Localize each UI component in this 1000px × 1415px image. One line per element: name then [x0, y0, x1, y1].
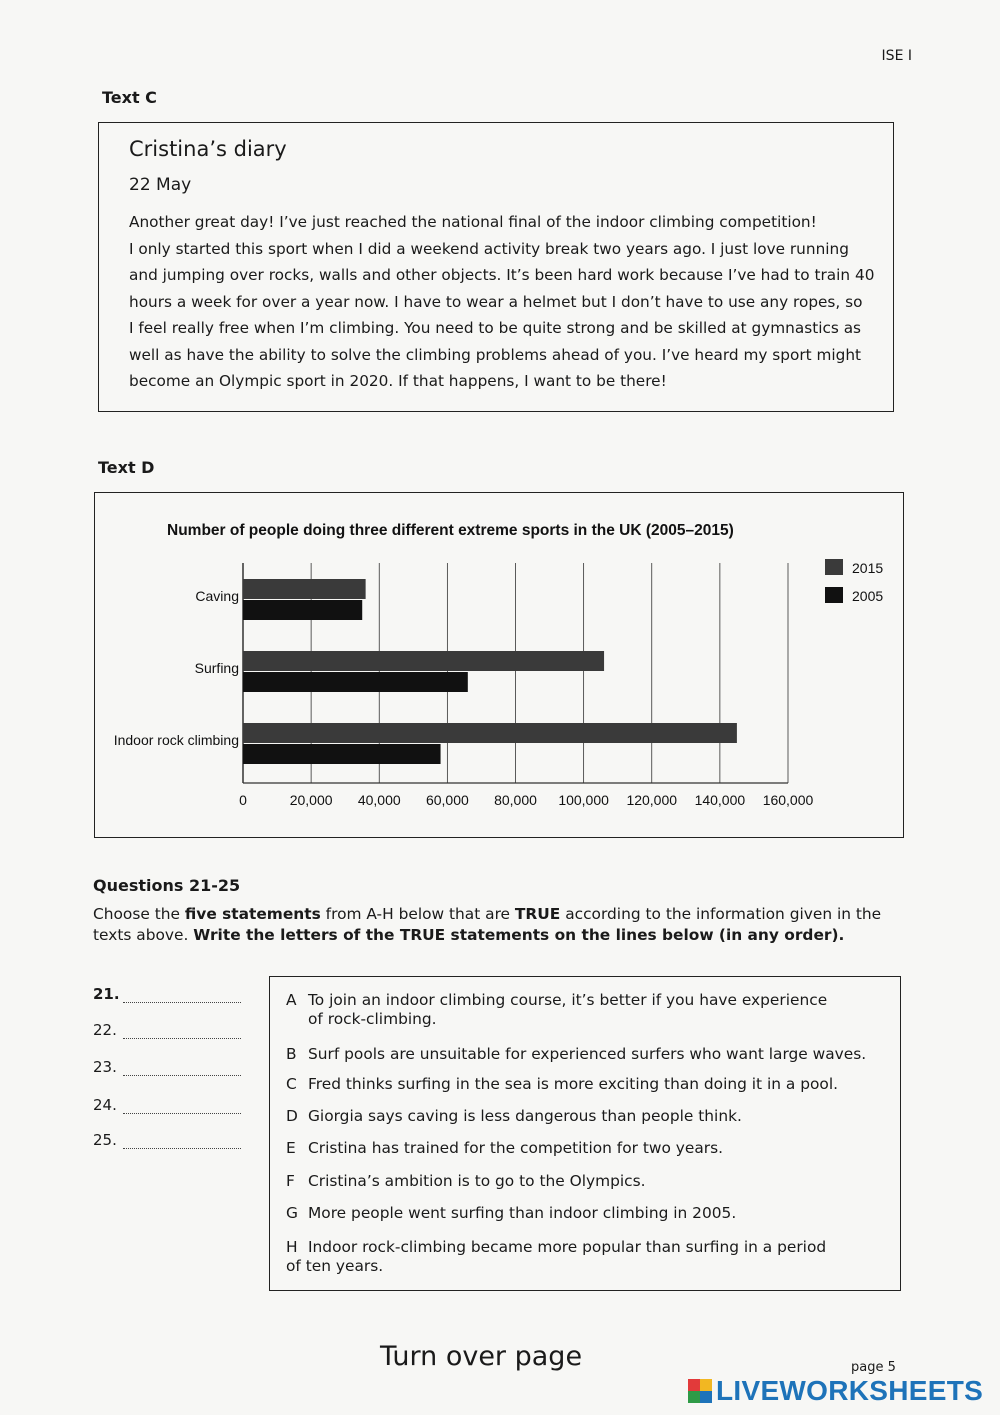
- statement-letter: B: [286, 1045, 297, 1063]
- logo-square: [688, 1391, 700, 1403]
- logo-square: [700, 1379, 712, 1391]
- statement-f: [286, 1172, 876, 1191]
- x-tick-label: 160,000: [762, 792, 814, 808]
- diary-line: become an Olympic sport in 2020. If that happens, I want to be there!: [129, 372, 667, 390]
- x-tick-label: 60,000: [425, 792, 469, 808]
- bar-2015-0: [243, 579, 366, 599]
- x-tick-label: 80,000: [494, 792, 537, 808]
- legend-label: 2015: [852, 560, 884, 576]
- instr-part: TRUE: [514, 905, 561, 923]
- logo-mark-icon: [688, 1379, 712, 1403]
- answer-line-23: [93, 1058, 241, 1076]
- page-number: page 5: [851, 1360, 896, 1375]
- legend-label: 2005: [852, 588, 884, 604]
- statement-g: [286, 1204, 876, 1223]
- statements-box: [269, 976, 901, 1291]
- turn-over-label: Turn over page: [380, 1341, 583, 1372]
- answer-line-24: [93, 1096, 241, 1114]
- bar-2015-2: [243, 723, 737, 743]
- diary-line: hours a week for over a year now. I have to wear a helmet but I don’t have to use any ropes, so: [129, 292, 863, 311]
- diary-date: 22 May: [129, 175, 192, 195]
- y-category-label: Caving: [195, 588, 239, 604]
- legend-swatch-2005: [825, 587, 843, 603]
- text-c-label: Text C: [102, 88, 157, 107]
- liveworksheets-logo[interactable]: [688, 1375, 983, 1407]
- questions-heading: Questions 21-25: [93, 876, 241, 895]
- statement-d: [286, 1107, 876, 1126]
- logo-square: [688, 1379, 700, 1391]
- answer-blank[interactable]: [123, 1134, 241, 1149]
- statement-letter: H: [286, 1238, 298, 1256]
- statement-text: Indoor rock-climbing became more popular than surfing in a period: [308, 1238, 827, 1256]
- instr-part: Write the letters of the: [193, 926, 400, 944]
- diary-line: Another great day! I’ve just reached the national final of the indoor climbing competition!: [129, 213, 817, 231]
- x-tick-label: 40,000: [357, 792, 401, 808]
- x-tick-label: 0: [239, 792, 247, 808]
- answer-number: 24.: [93, 1096, 117, 1114]
- bar-2005-0: [243, 600, 362, 620]
- answer-number: 23.: [93, 1058, 117, 1076]
- instr-part: from A-H below that are: [320, 905, 515, 923]
- legend-swatch-2015: [825, 559, 843, 575]
- answer-blank[interactable]: [123, 1024, 241, 1039]
- bar-2015-1: [243, 651, 604, 671]
- answer-blank[interactable]: [123, 1099, 241, 1114]
- x-tick-label: 120,000: [626, 792, 678, 808]
- diary-line: I feel really free when I’m climbing. You need to be quite strong and be skilled at gymnastics as: [129, 319, 862, 337]
- statement-letter: A: [286, 991, 297, 1009]
- x-tick-label: 140,000: [694, 792, 746, 808]
- diary-line: and jumping over rocks, walls and other objects. It’s been hard work because I’ve had to train 40: [129, 266, 875, 284]
- answer-number: 25.: [93, 1131, 117, 1149]
- statement-text: More people went surfing than indoor climbing in 2005.: [308, 1204, 737, 1222]
- answer-number: 22.: [93, 1021, 117, 1039]
- statement-text: Fred thinks surfing in the sea is more exciting than doing it in a pool.: [308, 1075, 838, 1093]
- statement-letter: F: [286, 1172, 295, 1190]
- chart-title: Number of people doing three different extreme sports in the UK (2005–2015): [167, 522, 734, 539]
- diary-body: [129, 209, 889, 395]
- diary-line: I only started this sport when I did a weekend activity break two years ago. I just love running: [129, 239, 849, 258]
- answer-blank[interactable]: [123, 988, 241, 1003]
- answer-line-25: [93, 1131, 241, 1149]
- diary-line: well as have the ability to solve the climbing problems ahead of you. I’ve heard my sport might: [129, 345, 862, 364]
- statement-e: [286, 1139, 876, 1158]
- statement-text: Surf pools are unsuitable for experienced surfers who want large waves.: [308, 1045, 867, 1063]
- statement-text-continued: of rock-climbing.: [308, 1010, 437, 1028]
- bar-2005-2: [243, 744, 441, 764]
- instr-part: according to the information given in the texts above.: [93, 905, 882, 944]
- statement-c: [286, 1075, 876, 1094]
- statement-letter: G: [286, 1204, 298, 1222]
- statement-letter: C: [286, 1075, 297, 1093]
- diary-title: Cristina’s diary: [129, 137, 287, 161]
- bar-2005-1: [243, 672, 468, 692]
- statement-text: Cristina has trained for the competition for two years.: [308, 1139, 724, 1157]
- diary-box: [98, 122, 894, 412]
- instr-part: statements on the lines below (in any order).: [445, 926, 845, 944]
- logo-square: [700, 1391, 712, 1403]
- instr-part: Choose the: [93, 905, 185, 923]
- statement-text: Giorgia says caving is less dangerous than people think.: [308, 1107, 742, 1125]
- statement-text: To join an indoor climbing course, it’s better if you have experience: [308, 991, 828, 1009]
- bar-chart: [95, 493, 902, 836]
- statement-h: [286, 1238, 876, 1276]
- instr-part: TRUE: [399, 926, 446, 944]
- y-category-label: Surfing: [194, 660, 239, 676]
- answer-line-22: [93, 1021, 241, 1039]
- exam-code: ISE I: [881, 48, 912, 64]
- chart-box: [94, 492, 904, 838]
- questions-instructions: [93, 904, 883, 946]
- statement-letter: E: [286, 1139, 296, 1157]
- statement-a: [286, 991, 876, 1029]
- logo-text: LIVEWORKSHEETS: [716, 1375, 984, 1406]
- answer-blank[interactable]: [123, 1061, 241, 1076]
- instr-part: five statements: [184, 905, 321, 923]
- answer-line-21: [93, 985, 241, 1003]
- statement-text: Cristina’s ambition is to go to the Olympics.: [308, 1172, 646, 1190]
- text-d-label: Text D: [98, 458, 155, 477]
- x-tick-label: 20,000: [289, 792, 333, 808]
- statement-letter: D: [286, 1107, 298, 1125]
- statement-text-continued: of ten years.: [286, 1257, 384, 1275]
- answer-number: 21.: [93, 985, 120, 1003]
- y-category-label: Indoor rock climbing: [113, 732, 239, 748]
- statement-b: [286, 1045, 876, 1064]
- x-tick-label: 100,000: [558, 792, 609, 808]
